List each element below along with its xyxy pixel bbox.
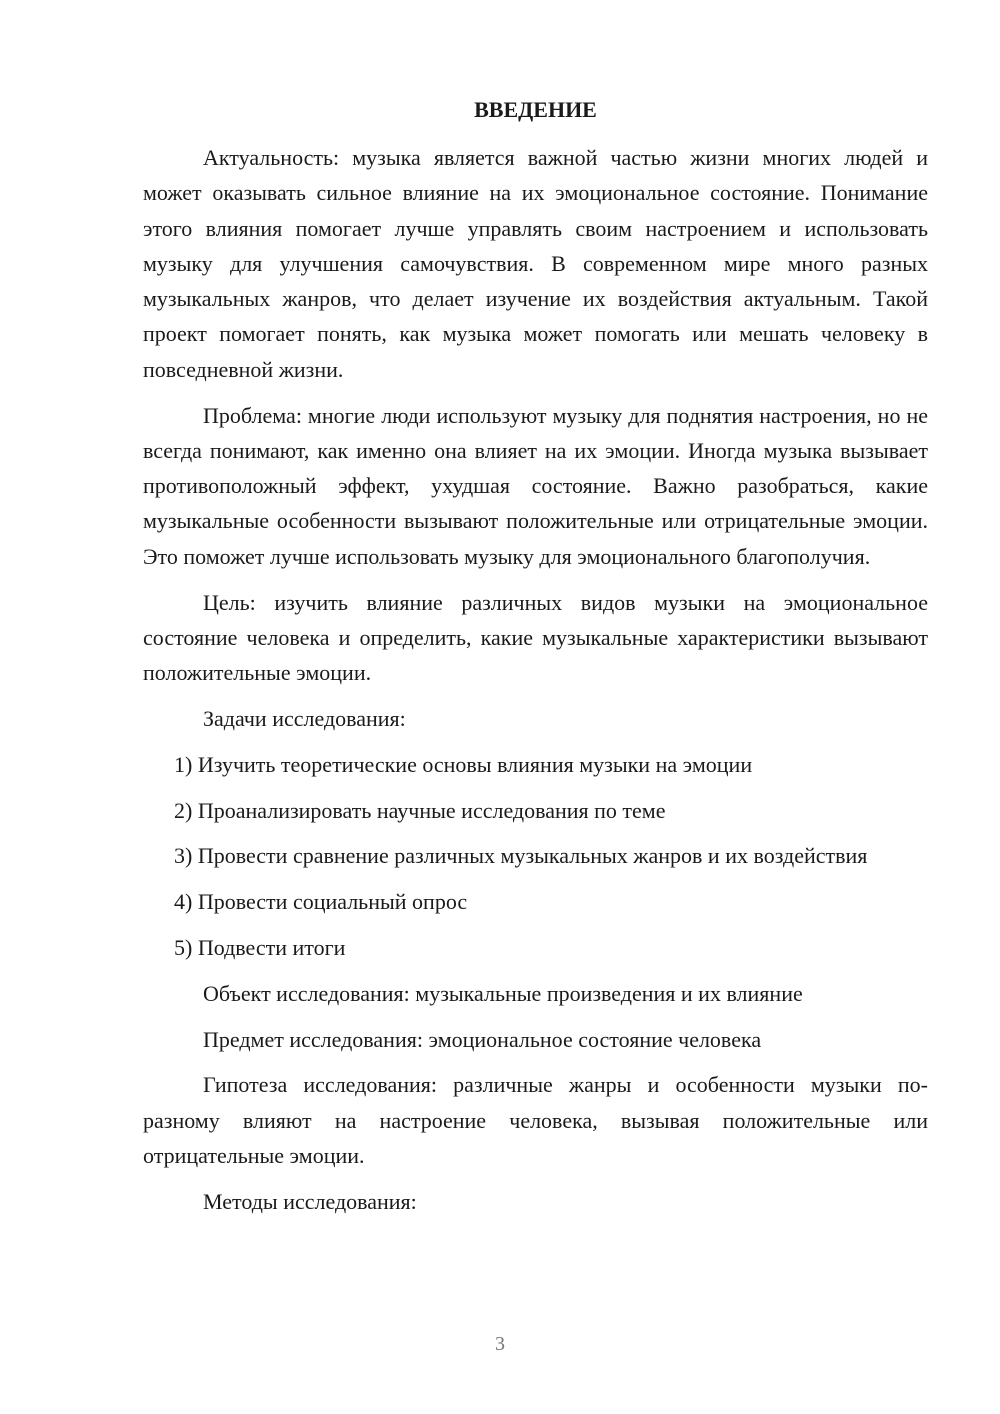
- page-number: 3: [495, 1333, 505, 1355]
- task-item-4: 4) Провести социальный опрос: [174, 889, 468, 915]
- object-paragraph: Объект исследования: музыкальные произведения и их влияние: [203, 980, 803, 1006]
- document-page: [143, 92, 928, 1219]
- goal-paragraph: Цель: изучить влияние различных видов музыки на эмоциональное состояние человека и определить, какие музыкальные характеристики вызывают положительные эмоции.: [143, 589, 928, 686]
- task-item-5: 5) Подвести итоги: [174, 934, 346, 960]
- subject-paragraph: Предмет исследования: эмоциональное состояние человека: [203, 1026, 762, 1052]
- task-item-2: 2) Проанализировать научные исследования по теме: [174, 797, 666, 823]
- tasks-title: Задачи исследования:: [203, 705, 406, 731]
- task-item-3: 3) Провести сравнение различных музыкальных жанров и их воздействия: [174, 843, 868, 869]
- section-heading: ВВЕДЕНИЕ: [474, 97, 597, 122]
- problem-paragraph: Проблема: многие люди используют музыку для поднятия настроения, но не всегда понимают, как именно она влияет на их эмоции. Иногда музыка вызывает противоположный эффект, ухудшая состояние. Важно разобраться, какие музыкальные особенности вызывают положительные или отрицательные эмоции. Это поможет лучше использовать музыку для эмоционального благополучия.: [143, 402, 928, 569]
- hypothesis-paragraph: Гипотеза исследования: различные жанры и особенности музыки по-разному влияют на настроение человека, вызывая положительные или отрицательные эмоции.: [143, 1072, 928, 1168]
- task-item-1: 1) Изучить теоретические основы влияния музыки на эмоции: [174, 751, 753, 777]
- relevance-paragraph: Актуальность: музыка является важной частью жизни многих людей и может оказывать сильное влияние на их эмоциональное состояние. Понимание этого влияния помогает лучше управлять своим настроением и использовать музыку для улучшения самочувствия. В современном мире много разных музыкальных жанров, что делает изучение их воздействия актуальным. Такой проект помогает понять, как музыка может помогать или мешать человеку в повседневной жизни.: [143, 145, 928, 382]
- methods-title: Методы исследования:: [203, 1188, 417, 1214]
